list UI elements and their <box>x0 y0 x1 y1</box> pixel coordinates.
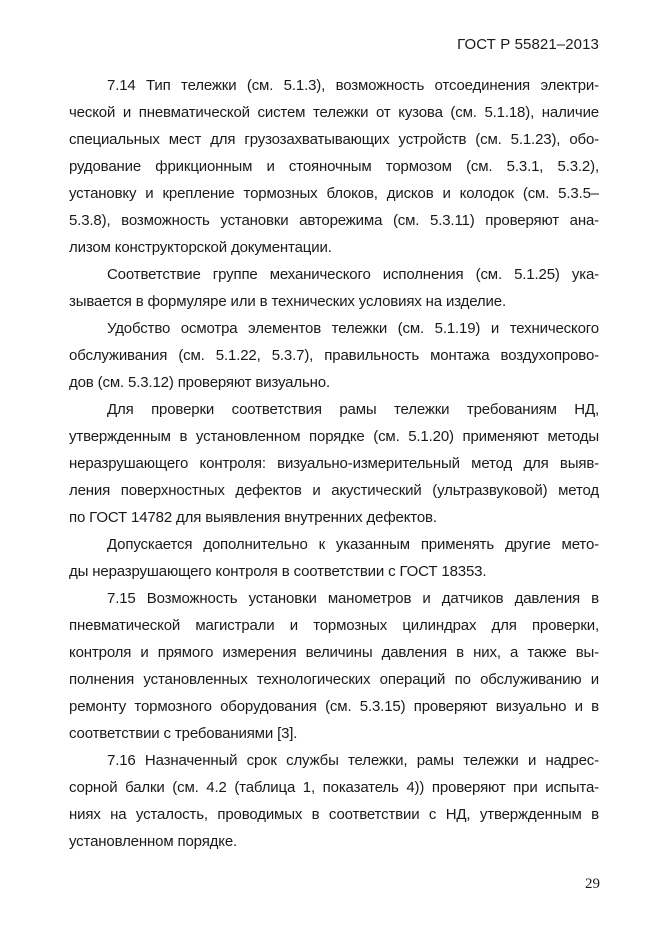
text-line: Допускается дополнительно к указанным применять другие мето- <box>107 536 599 553</box>
document-body <box>69 72 599 855</box>
text-line: соответствии с требованиями [3]. <box>69 725 298 742</box>
text-line: 7.15 Возможность установки манометров и датчиков давления в <box>107 590 599 607</box>
text-line: 7.16 Назначенный срок службы тележки, рамы тележки и надрес- <box>107 752 599 769</box>
text-line: ления поверхностных дефектов и акустический (ультразвуковой) метод <box>69 482 599 499</box>
text-line: 7.14 Тип тележки (см. 5.1.3), возможность отсоединения электри- <box>107 77 599 94</box>
text-line: ды неразрушающего контроля в соответствии с ГОСТ 18353. <box>69 563 487 580</box>
page-number: 29 <box>585 876 600 892</box>
text-line: установленном порядке. <box>69 833 238 850</box>
text-line: Соответствие группе механического исполнения (см. 5.1.25) ука- <box>107 266 599 283</box>
text-line: сорной балки (см. 4.2 (таблица 1, показатель 4)) проверяют при испыта- <box>69 779 599 796</box>
text-line: по ГОСТ 14782 для выявления внутренних дефектов. <box>69 509 437 526</box>
text-line: ниях на усталость, проводимых в соответствии с НД, утвержденным в <box>69 806 599 823</box>
document-header: ГОСТ Р 55821–2013 <box>457 36 599 53</box>
text-line: зывается в формуляре или в технических условиях на изделие. <box>69 293 506 310</box>
text-line: ческой и пневматической систем тележки от кузова (см. 5.1.18), наличие <box>69 104 599 121</box>
text-line: 5.3.8), возможность установки авторежима (см. 5.3.11) проверяют ана- <box>69 212 599 229</box>
text-line: специальных мест для грузозахватывающих устройств (см. 5.1.23), обо- <box>69 131 599 148</box>
text-line: дов (см. 5.3.12) проверяют визуально. <box>69 374 330 391</box>
text-line: лизом конструкторской документации. <box>69 239 332 256</box>
text-line: контроля и прямого измерения величины давления в них, а также вы- <box>69 644 599 661</box>
text-line: полнения установленных технологических операций по обслуживанию и <box>69 671 599 688</box>
text-line: ремонту тормозного оборудования (см. 5.3.15) проверяют визуально и в <box>69 698 599 715</box>
text-line: утвержденным в установленном порядке (см. 5.1.20) применяют методы <box>69 428 599 445</box>
text-line: обслуживания (см. 5.1.22, 5.3.7), правильность монтажа воздухопрово- <box>69 347 599 364</box>
text-line: пневматической магистрали и тормозных цилиндрах для проверки, <box>69 617 599 634</box>
text-line: Удобство осмотра элементов тележки (см. 5.1.19) и технического <box>107 320 599 337</box>
text-line: неразрушающего контроля: визуально-измерительный метод для выяв- <box>69 455 599 472</box>
text-line: рудование фрикционным и стояночным тормозом (см. 5.3.1, 5.3.2), <box>69 158 599 175</box>
text-line: установку и крепление тормозных блоков, дисков и колодок (см. 5.3.5– <box>69 185 599 202</box>
text-line: Для проверки соответствия рамы тележки требованиям НД, <box>107 401 599 418</box>
